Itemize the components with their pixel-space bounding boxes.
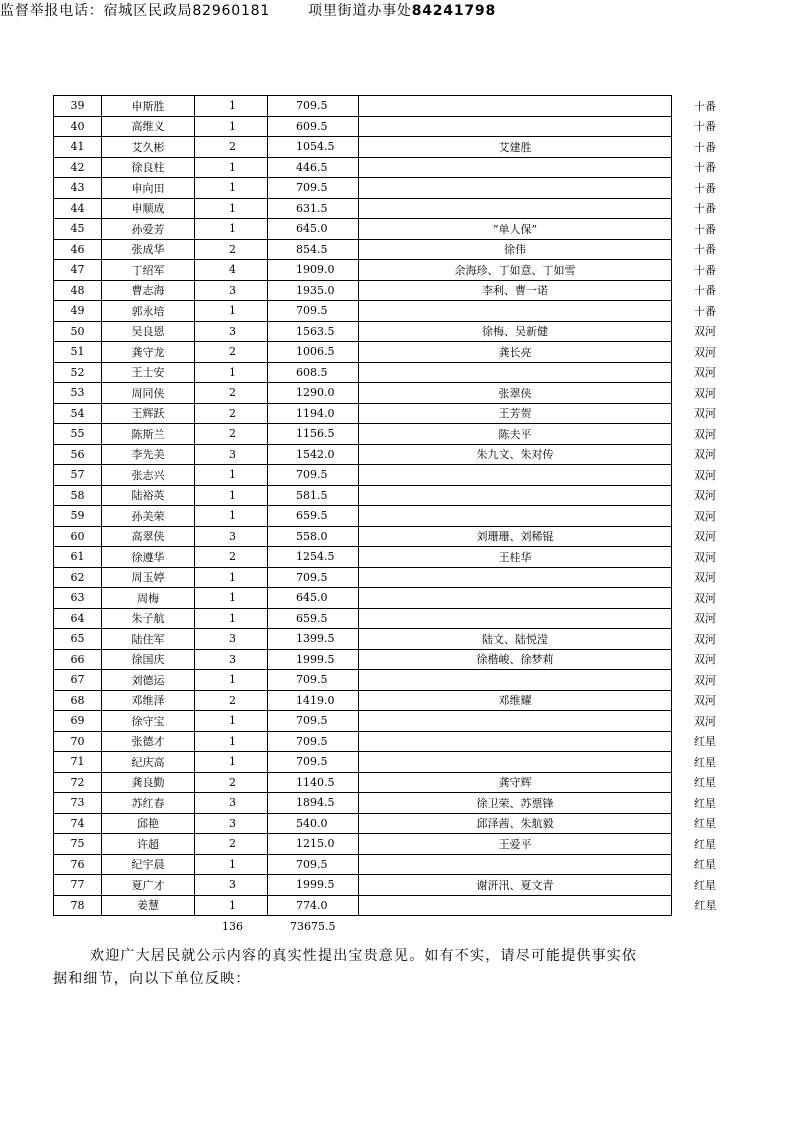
village-cell: 十番 xyxy=(694,120,716,134)
household-head-cell: 夏广才 xyxy=(102,875,195,896)
subsidy-amount-cell: 1399.5 xyxy=(268,629,359,650)
household-size-cell: 1 xyxy=(195,157,268,178)
table-row xyxy=(54,342,717,363)
table-row xyxy=(54,465,717,486)
village-cell: 红星 xyxy=(694,776,716,790)
row-number-cell: 70 xyxy=(54,731,102,752)
household-head-cell: 陆住军 xyxy=(102,629,195,650)
village-cell: 红星 xyxy=(694,878,716,892)
family-members-cell xyxy=(359,198,672,219)
household-size-cell: 1 xyxy=(195,219,268,240)
table-row xyxy=(54,424,717,445)
household-head-cell: 姜慧 xyxy=(102,895,195,916)
row-number-cell: 69 xyxy=(54,711,102,732)
household-size-cell: 2 xyxy=(195,383,268,404)
household-head-cell: 曹志海 xyxy=(102,280,195,301)
village-cell: 十番 xyxy=(694,304,716,318)
household-size-cell: 1 xyxy=(195,854,268,875)
household-size-cell: 3 xyxy=(195,280,268,301)
row-number-cell: 45 xyxy=(54,219,102,240)
table-row xyxy=(54,629,717,650)
household-head-cell: 陈斯兰 xyxy=(102,424,195,445)
subsidy-amount-cell: 1542.0 xyxy=(268,444,359,465)
subsidy-amount-cell: 645.0 xyxy=(268,588,359,609)
household-head-cell: 周同侠 xyxy=(102,383,195,404)
village-cell: 十番 xyxy=(694,284,716,298)
household-head-cell: 纪庆高 xyxy=(102,752,195,773)
subsidy-amount-cell: 1006.5 xyxy=(268,342,359,363)
row-number-cell: 42 xyxy=(54,157,102,178)
household-head-cell: 王士安 xyxy=(102,362,195,383)
subsidy-amount-cell: 659.5 xyxy=(268,608,359,629)
table-row xyxy=(54,547,717,568)
family-members-cell: 王桂华 xyxy=(359,547,672,568)
household-head-cell: 邱艳 xyxy=(102,813,195,834)
row-number-cell: 43 xyxy=(54,178,102,199)
table-row xyxy=(54,116,717,137)
subsidy-amount-cell: 709.5 xyxy=(268,96,359,117)
table-row xyxy=(54,362,717,383)
table-row xyxy=(54,895,717,916)
family-members-cell: 龚守辉 xyxy=(359,772,672,793)
family-members-cell xyxy=(359,895,672,916)
table-row xyxy=(54,772,717,793)
subsidy-amount-cell: 1140.5 xyxy=(268,772,359,793)
household-head-cell: 高维义 xyxy=(102,116,195,137)
household-size-cell: 1 xyxy=(195,588,268,609)
household-head-cell: 周梅 xyxy=(102,588,195,609)
family-members-cell: “单人保” xyxy=(359,219,672,240)
village-cell: 十番 xyxy=(694,202,716,216)
table-row xyxy=(54,526,717,547)
notice-line-2: 据和细节，向以下单位反映： xyxy=(53,971,251,987)
subsidy-amount-cell: 709.5 xyxy=(268,465,359,486)
table-row xyxy=(54,670,717,691)
family-members-cell: 邱泽茜、朱航毅 xyxy=(359,813,672,834)
table-row xyxy=(54,137,717,158)
household-size-cell: 2 xyxy=(195,424,268,445)
table-row xyxy=(54,506,717,527)
village-cell: 双河 xyxy=(694,612,716,626)
row-number-cell: 39 xyxy=(54,96,102,117)
household-head-cell: 高翠侠 xyxy=(102,526,195,547)
row-number-cell: 66 xyxy=(54,649,102,670)
table-row xyxy=(54,608,717,629)
village-cell: 十番 xyxy=(694,140,716,154)
subsidy-amount-cell: 709.5 xyxy=(268,670,359,691)
subsidy-amount-cell: 709.5 xyxy=(268,752,359,773)
row-number-cell: 72 xyxy=(54,772,102,793)
household-size-cell: 1 xyxy=(195,301,268,322)
household-head-cell: 李先美 xyxy=(102,444,195,465)
village-cell: 双河 xyxy=(694,427,716,441)
subsidy-amount-cell: 709.5 xyxy=(268,301,359,322)
household-head-cell: 许超 xyxy=(102,834,195,855)
table-row xyxy=(54,280,717,301)
household-head-cell: 申顺成 xyxy=(102,198,195,219)
family-members-cell xyxy=(359,96,672,117)
total-count: 136 xyxy=(222,920,243,933)
household-size-cell: 1 xyxy=(195,711,268,732)
village-cell: 双河 xyxy=(694,489,716,503)
household-head-cell: 邓维泽 xyxy=(102,690,195,711)
family-members-cell: 张翠侠 xyxy=(359,383,672,404)
village-cell: 双河 xyxy=(694,714,716,728)
family-members-cell: 谢汧汛、夏文青 xyxy=(359,875,672,896)
row-number-cell: 60 xyxy=(54,526,102,547)
row-number-cell: 44 xyxy=(54,198,102,219)
subsidy-amount-cell: 1419.0 xyxy=(268,690,359,711)
subsidy-amount-cell: 1894.5 xyxy=(268,793,359,814)
subsidy-amount-cell: 608.5 xyxy=(268,362,359,383)
table-row xyxy=(54,711,717,732)
row-number-cell: 75 xyxy=(54,834,102,855)
household-size-cell: 2 xyxy=(195,403,268,424)
household-size-cell: 2 xyxy=(195,690,268,711)
family-members-cell xyxy=(359,506,672,527)
family-members-cell xyxy=(359,731,672,752)
family-members-cell xyxy=(359,608,672,629)
household-head-cell: 徐遵华 xyxy=(102,547,195,568)
family-members-cell: 王芳贺 xyxy=(359,403,672,424)
village-cell: 红星 xyxy=(694,817,716,831)
subsidy-amount-cell: 1999.5 xyxy=(268,875,359,896)
family-members-cell xyxy=(359,752,672,773)
village-cell: 十番 xyxy=(694,222,716,236)
household-size-cell: 3 xyxy=(195,875,268,896)
family-members-cell: 龚长亮 xyxy=(359,342,672,363)
village-cell: 十番 xyxy=(694,263,716,277)
row-number-cell: 78 xyxy=(54,895,102,916)
village-cell: 双河 xyxy=(694,407,716,421)
row-number-cell: 71 xyxy=(54,752,102,773)
family-members-cell: 邓维耀 xyxy=(359,690,672,711)
village-cell: 双河 xyxy=(694,653,716,667)
table-row xyxy=(54,690,717,711)
family-members-cell xyxy=(359,301,672,322)
subsidy-amount-cell: 1194.0 xyxy=(268,403,359,424)
family-members-cell: 朱九文、朱对传 xyxy=(359,444,672,465)
table-row xyxy=(54,321,717,342)
family-members-cell xyxy=(359,116,672,137)
street-office-phone: 84241798 xyxy=(411,3,497,19)
row-number-cell: 51 xyxy=(54,342,102,363)
family-members-cell: 陈夫平 xyxy=(359,424,672,445)
family-members-cell xyxy=(359,178,672,199)
family-members-cell: 刘珊珊、刘稀锟 xyxy=(359,526,672,547)
village-cell: 十番 xyxy=(694,99,716,113)
subsidy-amount-cell: 581.5 xyxy=(268,485,359,506)
table-row xyxy=(54,793,717,814)
village-cell: 双河 xyxy=(694,694,716,708)
household-head-cell: 申斯胜 xyxy=(102,96,195,117)
total-amount: 73675.5 xyxy=(290,920,336,933)
row-number-cell: 58 xyxy=(54,485,102,506)
notice-line-1: 欢迎广大居民就公示内容的真实性提出宝贵意见。如有不实，请尽可能提供事实依 xyxy=(90,948,638,964)
row-number-cell: 68 xyxy=(54,690,102,711)
row-number-cell: 40 xyxy=(54,116,102,137)
table-row xyxy=(54,567,717,588)
household-size-cell: 3 xyxy=(195,444,268,465)
row-number-cell: 63 xyxy=(54,588,102,609)
table-row xyxy=(54,260,717,281)
village-cell: 十番 xyxy=(694,243,716,257)
household-size-cell: 2 xyxy=(195,239,268,260)
household-size-cell: 1 xyxy=(195,567,268,588)
subsidy-amount-cell: 631.5 xyxy=(268,198,359,219)
household-head-cell: 吴良恩 xyxy=(102,321,195,342)
household-head-cell: 郭永培 xyxy=(102,301,195,322)
village-cell: 双河 xyxy=(694,673,716,687)
household-size-cell: 3 xyxy=(195,793,268,814)
subsidy-amount-cell: 709.5 xyxy=(268,567,359,588)
row-number-cell: 50 xyxy=(54,321,102,342)
table-row xyxy=(54,301,717,322)
subsidy-amount-cell: 1156.5 xyxy=(268,424,359,445)
row-number-cell: 57 xyxy=(54,465,102,486)
row-number-cell: 48 xyxy=(54,280,102,301)
row-number-cell: 47 xyxy=(54,260,102,281)
subsidy-amount-cell: 446.5 xyxy=(268,157,359,178)
household-size-cell: 3 xyxy=(195,526,268,547)
table-row xyxy=(54,485,717,506)
family-members-cell: 李利、曹一诺 xyxy=(359,280,672,301)
household-size-cell: 1 xyxy=(195,608,268,629)
row-number-cell: 65 xyxy=(54,629,102,650)
table-row xyxy=(54,813,717,834)
subsidy-amount-cell: 1215.0 xyxy=(268,834,359,855)
table-row xyxy=(54,157,717,178)
household-head-cell: 张志兴 xyxy=(102,465,195,486)
row-number-cell: 41 xyxy=(54,137,102,158)
village-cell: 十番 xyxy=(694,161,716,175)
household-size-cell: 1 xyxy=(195,731,268,752)
family-members-cell xyxy=(359,588,672,609)
subsidy-amount-cell: 709.5 xyxy=(268,854,359,875)
household-size-cell: 1 xyxy=(195,465,268,486)
household-size-cell: 2 xyxy=(195,834,268,855)
row-number-cell: 76 xyxy=(54,854,102,875)
household-size-cell: 1 xyxy=(195,485,268,506)
household-size-cell: 3 xyxy=(195,321,268,342)
row-number-cell: 53 xyxy=(54,383,102,404)
row-number-cell: 46 xyxy=(54,239,102,260)
row-number-cell: 59 xyxy=(54,506,102,527)
household-size-cell: 1 xyxy=(195,178,268,199)
village-cell: 红星 xyxy=(694,735,716,749)
row-number-cell: 61 xyxy=(54,547,102,568)
household-head-cell: 丁绍军 xyxy=(102,260,195,281)
household-head-cell: 苏红春 xyxy=(102,793,195,814)
table-row xyxy=(54,219,717,240)
village-cell: 红星 xyxy=(694,899,717,913)
civil-affairs-phone: 82960181 xyxy=(192,3,271,19)
household-head-cell: 刘德运 xyxy=(102,670,195,691)
household-size-cell: 1 xyxy=(195,96,268,117)
village-cell: 双河 xyxy=(694,591,716,605)
family-members-cell: 徐梅、吴新健 xyxy=(359,321,672,342)
family-members-cell: 艾建胜 xyxy=(359,137,672,158)
table-row xyxy=(54,198,717,219)
household-size-cell: 1 xyxy=(195,362,268,383)
subsidy-amount-cell: 774.0 xyxy=(268,895,359,916)
subsidy-amount-cell: 558.0 xyxy=(268,526,359,547)
row-number-cell: 77 xyxy=(54,875,102,896)
family-members-cell xyxy=(359,157,672,178)
family-members-cell xyxy=(359,711,672,732)
household-head-cell: 张德才 xyxy=(102,731,195,752)
row-number-cell: 74 xyxy=(54,813,102,834)
row-number-cell: 52 xyxy=(54,362,102,383)
household-size-cell: 1 xyxy=(195,198,268,219)
subsidy-amount-cell: 645.0 xyxy=(268,219,359,240)
household-head-cell: 孙美荣 xyxy=(102,506,195,527)
table-row xyxy=(54,854,717,875)
household-head-cell: 张成华 xyxy=(102,239,195,260)
village-cell: 红星 xyxy=(694,858,716,872)
household-head-cell: 徐良柱 xyxy=(102,157,195,178)
village-cell: 双河 xyxy=(694,571,716,585)
family-members-cell: 王爱平 xyxy=(359,834,672,855)
table-row xyxy=(54,649,717,670)
table-row xyxy=(54,239,717,260)
subsidy-amount-cell: 609.5 xyxy=(268,116,359,137)
village-cell: 双河 xyxy=(694,530,716,544)
table-row xyxy=(54,444,717,465)
row-number-cell: 73 xyxy=(54,793,102,814)
family-members-cell xyxy=(359,485,672,506)
family-members-cell xyxy=(359,362,672,383)
table-row xyxy=(54,731,717,752)
family-members-cell: 余海珍、丁如意、丁如雪 xyxy=(359,260,672,281)
household-head-cell: 周玉婷 xyxy=(102,567,195,588)
family-members-cell: 陆文、陆悦滢 xyxy=(359,629,672,650)
subsidy-amount-cell: 709.5 xyxy=(268,178,359,199)
household-head-cell: 龚守龙 xyxy=(102,342,195,363)
subsidy-amount-cell: 1563.5 xyxy=(268,321,359,342)
table-row xyxy=(54,834,717,855)
village-cell: 双河 xyxy=(694,509,716,523)
row-number-cell: 67 xyxy=(54,670,102,691)
recipient-table xyxy=(53,95,717,916)
street-office-name: 项里街道办事处 xyxy=(308,3,412,19)
row-number-cell: 56 xyxy=(54,444,102,465)
village-cell: 双河 xyxy=(694,345,716,359)
household-head-cell: 徐国庆 xyxy=(102,649,195,670)
household-head-cell: 艾久彬 xyxy=(102,137,195,158)
subsidy-amount-cell: 659.5 xyxy=(268,506,359,527)
village-cell: 红星 xyxy=(694,796,716,810)
table-row xyxy=(54,96,717,117)
table-row xyxy=(54,178,717,199)
village-cell: 双河 xyxy=(694,550,716,564)
family-members-cell: 徐卫荣、苏票锋 xyxy=(359,793,672,814)
family-members-cell: 徐伟 xyxy=(359,239,672,260)
subsidy-amount-cell: 1999.5 xyxy=(268,649,359,670)
household-head-cell: 申向田 xyxy=(102,178,195,199)
row-number-cell: 54 xyxy=(54,403,102,424)
household-head-cell: 纪宇晨 xyxy=(102,854,195,875)
household-size-cell: 2 xyxy=(195,772,268,793)
table-row xyxy=(54,588,717,609)
row-number-cell: 49 xyxy=(54,301,102,322)
household-size-cell: 1 xyxy=(195,895,268,916)
village-cell: 红星 xyxy=(694,755,716,769)
row-number-cell: 64 xyxy=(54,608,102,629)
household-size-cell: 3 xyxy=(195,629,268,650)
household-head-cell: 龚良勤 xyxy=(102,772,195,793)
village-cell: 红星 xyxy=(694,837,716,851)
subsidy-amount-cell: 1254.5 xyxy=(268,547,359,568)
household-head-cell: 陆裕英 xyxy=(102,485,195,506)
table-row xyxy=(54,383,717,404)
household-size-cell: 3 xyxy=(195,649,268,670)
household-size-cell: 4 xyxy=(195,260,268,281)
household-size-cell: 2 xyxy=(195,137,268,158)
subsidy-amount-cell: 854.5 xyxy=(268,239,359,260)
household-size-cell: 1 xyxy=(195,670,268,691)
table-row xyxy=(54,403,717,424)
household-head-cell: 徐守宝 xyxy=(102,711,195,732)
village-cell: 双河 xyxy=(694,468,716,482)
row-number-cell: 62 xyxy=(54,567,102,588)
subsidy-amount-cell: 540.0 xyxy=(268,813,359,834)
household-size-cell: 1 xyxy=(195,752,268,773)
row-number-cell: 55 xyxy=(54,424,102,445)
family-members-cell: 徐楷峻、徐梦莉 xyxy=(359,649,672,670)
household-head-cell: 王辉跃 xyxy=(102,403,195,424)
subsidy-amount-cell: 1054.5 xyxy=(268,137,359,158)
subsidy-amount-cell: 1935.0 xyxy=(268,280,359,301)
village-cell: 双河 xyxy=(694,366,716,380)
household-size-cell: 2 xyxy=(195,547,268,568)
village-cell: 双河 xyxy=(694,386,716,400)
contact-line xyxy=(0,0,793,20)
subsidy-amount-cell: 1290.0 xyxy=(268,383,359,404)
subsidy-amount-cell: 709.5 xyxy=(268,711,359,732)
household-size-cell: 3 xyxy=(195,813,268,834)
village-cell: 双河 xyxy=(694,448,716,462)
family-members-cell xyxy=(359,670,672,691)
household-head-cell: 朱子航 xyxy=(102,608,195,629)
village-cell: 十番 xyxy=(694,181,716,195)
table-row xyxy=(54,875,717,896)
village-cell: 双河 xyxy=(694,632,716,646)
household-head-cell: 孙爱芳 xyxy=(102,219,195,240)
family-members-cell xyxy=(359,854,672,875)
household-size-cell: 1 xyxy=(195,116,268,137)
household-size-cell: 1 xyxy=(195,506,268,527)
household-size-cell: 2 xyxy=(195,342,268,363)
family-members-cell xyxy=(359,465,672,486)
village-cell: 双河 xyxy=(694,325,716,339)
contact-label: 监督举报电话：宿城区民政局 xyxy=(0,3,193,19)
family-members-cell xyxy=(359,567,672,588)
subsidy-amount-cell: 1909.0 xyxy=(268,260,359,281)
subsidy-amount-cell: 709.5 xyxy=(268,731,359,752)
table-row xyxy=(54,752,717,773)
